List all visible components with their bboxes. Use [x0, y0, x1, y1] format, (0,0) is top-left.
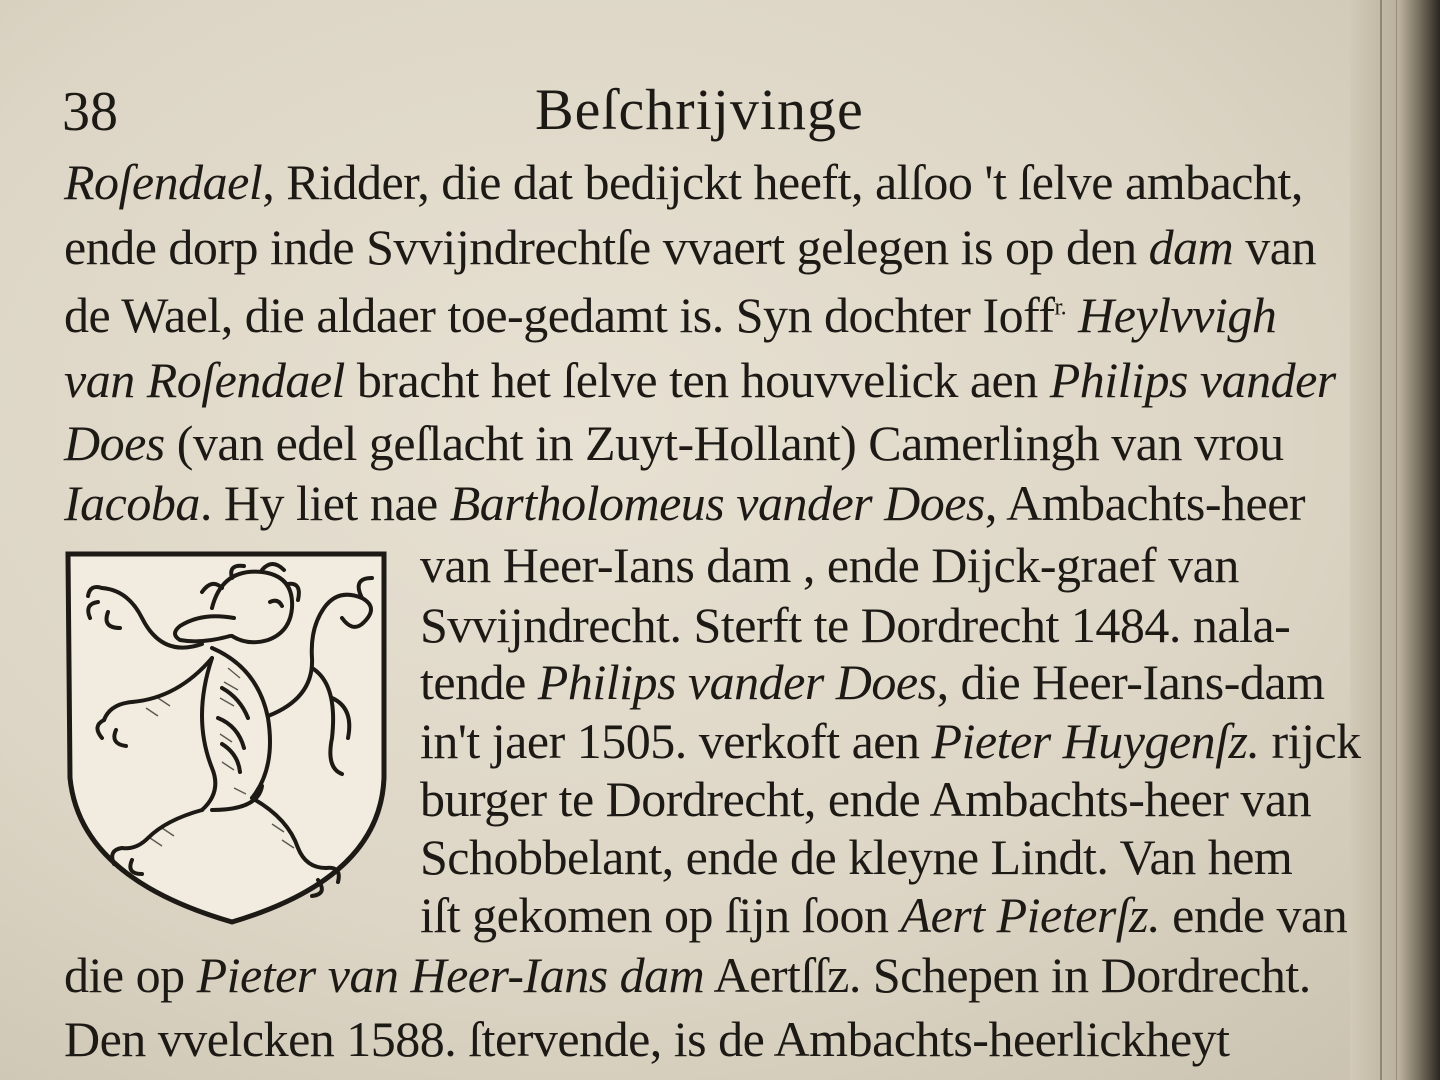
book-spine-edge [1350, 0, 1440, 1080]
text-italic: dam [1148, 219, 1234, 275]
text-line-5 [64, 415, 1284, 471]
text-roman: , die Heer-Ians-dam [936, 654, 1325, 710]
text-roman: , Ambachts-heer [984, 475, 1306, 531]
page-number: 38 [62, 81, 118, 143]
text-roman: bracht het ſelve ten houvvelick aen [344, 352, 1050, 408]
coat-of-arms-lion-icon [62, 548, 392, 928]
text-line-2 [64, 219, 1316, 275]
text-line-10 [420, 713, 1361, 769]
text-roman: rijck [1259, 713, 1361, 769]
text-italic: Philips vander Does [537, 654, 937, 710]
text-roman: van Heer-Ians dam , ende Dijck-graef van [420, 537, 1239, 593]
text-line-15 [64, 1011, 1230, 1067]
text-line-6 [64, 475, 1306, 531]
text-line-4 [64, 352, 1336, 408]
text-line-1 [64, 154, 1303, 210]
text-roman: ende van [1160, 887, 1348, 943]
text-line-14 [64, 947, 1311, 1003]
text-italic: Pieter Huygenſz. [931, 713, 1260, 769]
text-roman: ende dorp inde Svvijndrechtſe vvaert gelegen is op den [64, 219, 1149, 275]
text-line-8 [420, 597, 1291, 653]
text-italic: Philips vander [1049, 352, 1336, 408]
text-line-9 [420, 654, 1325, 710]
text-italic: Bartholomeus vander Does [449, 475, 985, 531]
text-roman: burger te Dordrecht, ende Ambachts-heer van [420, 771, 1312, 827]
running-head: Beſchrijvinge [535, 77, 864, 142]
text-roman: (van edel geſlacht in Zuyt-Hollant) Camerlingh van vrou [164, 415, 1284, 471]
text-italic: Aert Pieterſz. [900, 887, 1161, 943]
text-italic: Pieter van Heer-Ians dam [196, 947, 705, 1003]
text-line-3 [64, 287, 1277, 343]
text-roman: Svvijndrecht. Sterft te Dordrecht 1484. nala- [420, 597, 1291, 653]
text-roman: Den vvelcken 1588. ſtervende, is de Ambachts-heerlickheyt [64, 1011, 1230, 1067]
text-italic: Heylvvigh [1066, 287, 1277, 343]
text-superscript: r. [1054, 294, 1067, 321]
text-line-11 [420, 771, 1312, 827]
text-roman: tende [420, 654, 538, 710]
text-roman: Schobbelant, ende de kleyne Lindt. Van hem [420, 829, 1293, 885]
text-roman: de Wael, die aldaer toe-gedamt is. Syn dochter Ioff [64, 287, 1055, 343]
text-line-12 [420, 829, 1293, 885]
text-italic: van Roſendael [64, 352, 345, 408]
text-roman: van [1233, 219, 1316, 275]
text-roman: . Hy liet nae [199, 475, 450, 531]
text-roman: Aertſſz. Schepen in Dordrecht. [704, 947, 1311, 1003]
text-line-13 [420, 887, 1348, 943]
text-roman: in't jaer 1505. verkoft aen [420, 713, 932, 769]
text-roman: iſt gekomen op ſijn ſoon [420, 887, 901, 943]
text-italic: Roſendael [64, 154, 263, 210]
text-roman: , Ridder, die dat bedijckt heeft, alſoo 't ſelve ambacht, [262, 154, 1303, 210]
text-line-7 [420, 537, 1239, 593]
text-roman: die op [64, 947, 197, 1003]
text-italic: Iacoba [64, 475, 200, 531]
text-italic: Does [64, 415, 165, 471]
